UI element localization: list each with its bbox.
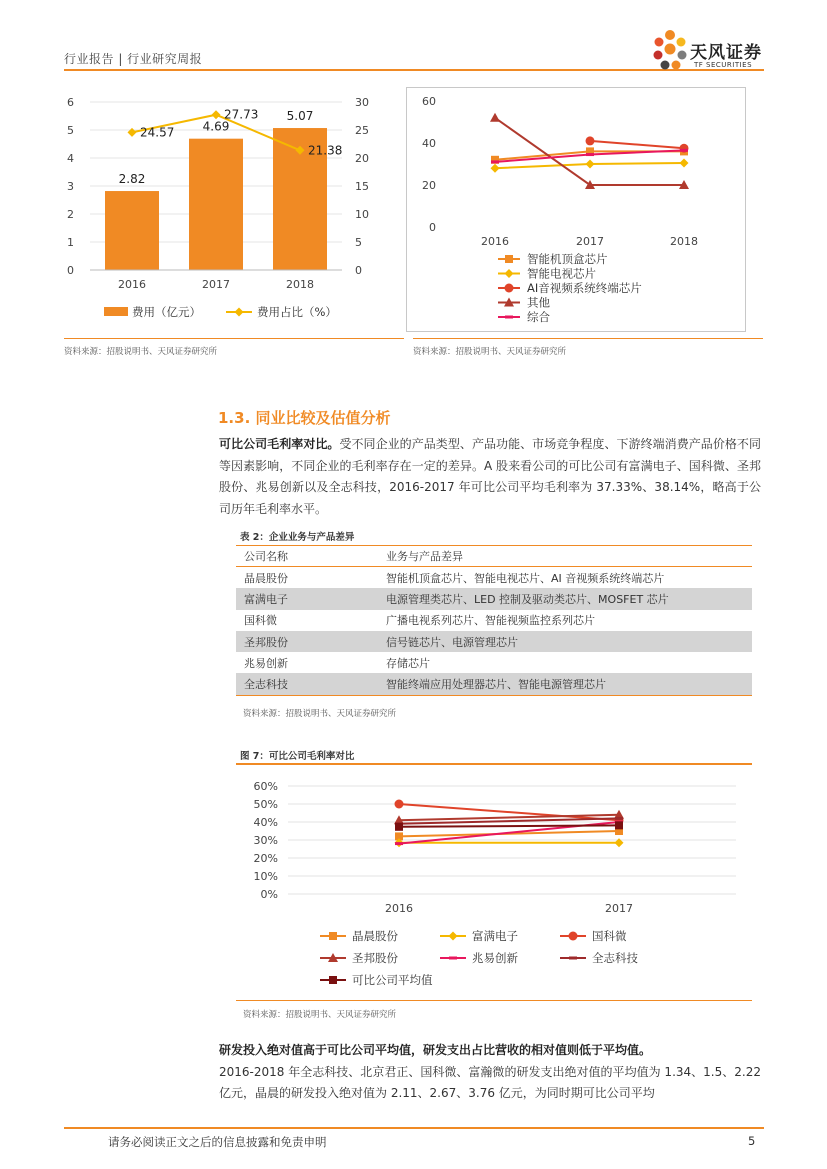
y-tick-right: 10 [355, 208, 369, 221]
y-tick-right: 0 [355, 264, 362, 277]
legend-label: 费用（亿元） [132, 305, 201, 319]
table-caption: 表 2：企业业务与产品差异 [240, 532, 355, 543]
series-point [680, 158, 689, 167]
y-tick-left: 1 [67, 236, 74, 249]
x-tick: 2016 [385, 902, 413, 915]
section-title: 1.3. 同业比较及估值分析 [218, 409, 391, 427]
footer-divider [64, 1127, 764, 1129]
legend-label: 全志科技 [592, 951, 638, 965]
bar-data-label: 4.69 [202, 119, 230, 134]
legend-marker [505, 284, 514, 293]
legend-marker [505, 255, 513, 263]
y-tick: 30% [253, 834, 278, 847]
paragraph-1-body: 受不同企业的产品类型、产品功能、市场竞争程度、下游终端消费产品价格不同等因素影响，不同企业的毛利率存在一定的差异。A 股来看公司的可比公司有富满电子、国科微、圣邦股份、兆易创新以及全志科技，2016-2017 年可比公司平均毛利率为 37.33%、38.14%，略高于公司历年毛利率水平。 [219, 437, 761, 516]
table-row [236, 673, 752, 695]
series-point [615, 821, 623, 829]
line-data-label: 27.73 [224, 107, 259, 122]
x-tick: 2017 [576, 235, 604, 248]
table-row [236, 631, 752, 652]
series-point [395, 800, 404, 809]
series-point [586, 160, 595, 169]
series-line [399, 825, 619, 826]
y-tick-right: 25 [355, 124, 369, 137]
x-tick: 2017 [202, 278, 230, 291]
line-data-label: 24.57 [140, 125, 175, 140]
line-point [212, 110, 221, 119]
fee-bar-line-chart [60, 88, 400, 328]
paragraph-1 [219, 434, 761, 520]
logo-icon [650, 28, 690, 72]
y-tick: 0% [260, 888, 278, 901]
series-point [491, 160, 499, 163]
series-point [490, 113, 500, 122]
legend-label: 国科微 [592, 929, 627, 943]
legend-marker [569, 932, 578, 941]
legend-label: 富满电子 [472, 929, 518, 943]
paragraph-2-lead: 研发投入绝对值高于可比公司平均值，研发支出占比营收的相对值则低于平均值。 [219, 1043, 652, 1057]
chart3-source: 资料来源：招股说明书、天风证券研究所 [243, 1010, 397, 1020]
table-row [236, 610, 752, 631]
series-point [586, 153, 594, 156]
y-tick-left: 4 [67, 152, 74, 165]
paragraph-1-lead: 可比公司毛利率对比。 [219, 437, 340, 451]
series-line [590, 141, 684, 148]
legend-marker [235, 308, 244, 317]
y-tick: 60 [422, 95, 436, 108]
figure-caption: 图 7：可比公司毛利率对比 [240, 751, 355, 762]
legend-marker [449, 932, 458, 941]
legend-marker [505, 269, 514, 278]
breadcrumb: 行业报告 | 行业研究周报 [64, 52, 203, 66]
y-tick: 10% [253, 870, 278, 883]
legend-label: AI音视频系统终端芯片 [527, 281, 642, 295]
table-cell-business: 广播电视系列芯片、智能视频监控系列芯片 [386, 614, 595, 628]
series-point [680, 149, 688, 152]
table-cell-company: 兆易创新 [244, 656, 288, 670]
legend-label: 综合 [527, 310, 550, 324]
table-cell-company: 富满电子 [236, 588, 378, 609]
y-tick: 0 [429, 221, 436, 234]
x-tick: 2018 [670, 235, 698, 248]
y-tick-left: 3 [67, 180, 74, 193]
y-tick-right: 20 [355, 152, 369, 165]
legend-label: 智能机顶盒芯片 [527, 252, 608, 266]
line-data-label: 21.38 [308, 143, 343, 158]
legend-marker [329, 932, 337, 940]
bar-data-label: 2.82 [118, 172, 146, 187]
logo-subtitle: TF SECURITIES [694, 61, 753, 69]
footer-disclaimer: 请务必阅读正文之后的信息披露和免责申明 [108, 1135, 327, 1149]
margin-by-product-chart [406, 87, 746, 332]
legend-label: 可比公司平均值 [352, 973, 433, 987]
chart2-divider [413, 338, 763, 339]
legend-label: 其他 [527, 295, 550, 310]
legend-label: 智能电视芯片 [527, 266, 596, 281]
legend-label: 费用占比（%） [257, 305, 337, 319]
x-tick: 2017 [605, 902, 633, 915]
x-tick: 2016 [118, 278, 146, 291]
legend-marker [505, 316, 513, 319]
table-cell-business: 信号链芯片、电源管理芯片 [378, 631, 752, 652]
bar-data-label: 5.07 [286, 109, 314, 124]
series-point [395, 842, 403, 845]
bar [105, 191, 159, 270]
chart1-divider [64, 338, 404, 339]
y-tick: 40% [253, 816, 278, 829]
x-tick: 2016 [481, 235, 509, 248]
y-tick-right: 5 [355, 236, 362, 249]
y-tick: 60% [253, 780, 278, 793]
bar [189, 139, 243, 270]
legend-label: 兆易创新 [472, 951, 518, 965]
logo-name: 天风证券 [690, 43, 762, 63]
chart3-top-line [236, 763, 752, 765]
table-cell-company: 圣邦股份 [236, 631, 378, 652]
legend-label: 晶晨股份 [352, 929, 398, 943]
paragraph-2-body: 2016-2018 年全志科技、北京君正、国科微、富瀚微的研发支出绝对值的平均值为 1.34、1.5、2.22 亿元，晶晨的研发投入绝对值为 2.11、2.67、3.76 亿元，为同时期可比公司平均 [219, 1064, 761, 1100]
table-cell-company: 晶晨股份 [244, 571, 288, 585]
series-point [586, 136, 595, 145]
series-point [395, 823, 403, 831]
page-number: 5 [748, 1134, 756, 1148]
series-point [615, 817, 623, 820]
chart1-source: 资料来源：招股说明书、天风证券研究所 [64, 347, 218, 357]
y-tick: 20% [253, 852, 278, 865]
y-tick: 20 [422, 179, 436, 192]
y-tick-right: 15 [355, 180, 369, 193]
table-row [236, 652, 752, 673]
table-source: 资料来源：招股说明书、天风证券研究所 [243, 709, 397, 719]
line-point [128, 128, 137, 137]
chart3-bottom-line [236, 1000, 752, 1001]
table-cell-business: 电源管理类芯片、LED 控制及驱动类芯片、MOSFET 芯片 [378, 588, 752, 609]
table-cell-business: 存储芯片 [386, 656, 430, 670]
y-tick-left: 6 [67, 96, 74, 109]
legend-marker [569, 957, 577, 960]
y-tick: 50% [253, 798, 278, 811]
table-cell-business: 智能终端应用处理器芯片、智能电源管理芯片 [378, 673, 752, 695]
table-cell-business: 智能机顶盒芯片、智能电视芯片、AI 音视频系统终端芯片 [386, 571, 665, 585]
legend-swatch-bar [104, 307, 128, 316]
table-row [236, 567, 752, 589]
table-cell-company: 全志科技 [236, 673, 378, 695]
y-tick-left: 2 [67, 208, 74, 221]
y-tick-left: 0 [67, 264, 74, 277]
table-cell-company: 国科微 [244, 614, 277, 628]
peer-margin-chart [236, 766, 752, 998]
series-point [491, 164, 500, 173]
business-table [236, 545, 752, 696]
legend-marker [329, 976, 337, 984]
table-header-business: 业务与产品差异 [378, 546, 752, 567]
y-tick: 40 [422, 137, 436, 150]
legend-label: 圣邦股份 [352, 951, 398, 965]
legend-marker [449, 957, 457, 960]
y-tick-right: 30 [355, 96, 369, 109]
x-tick: 2018 [286, 278, 314, 291]
chart2-source: 资料来源：招股说明书、天风证券研究所 [413, 347, 567, 357]
table-row [236, 588, 752, 609]
y-tick-left: 5 [67, 124, 74, 137]
paragraph-2 [219, 1040, 761, 1105]
table-header-company: 公司名称 [236, 546, 378, 567]
